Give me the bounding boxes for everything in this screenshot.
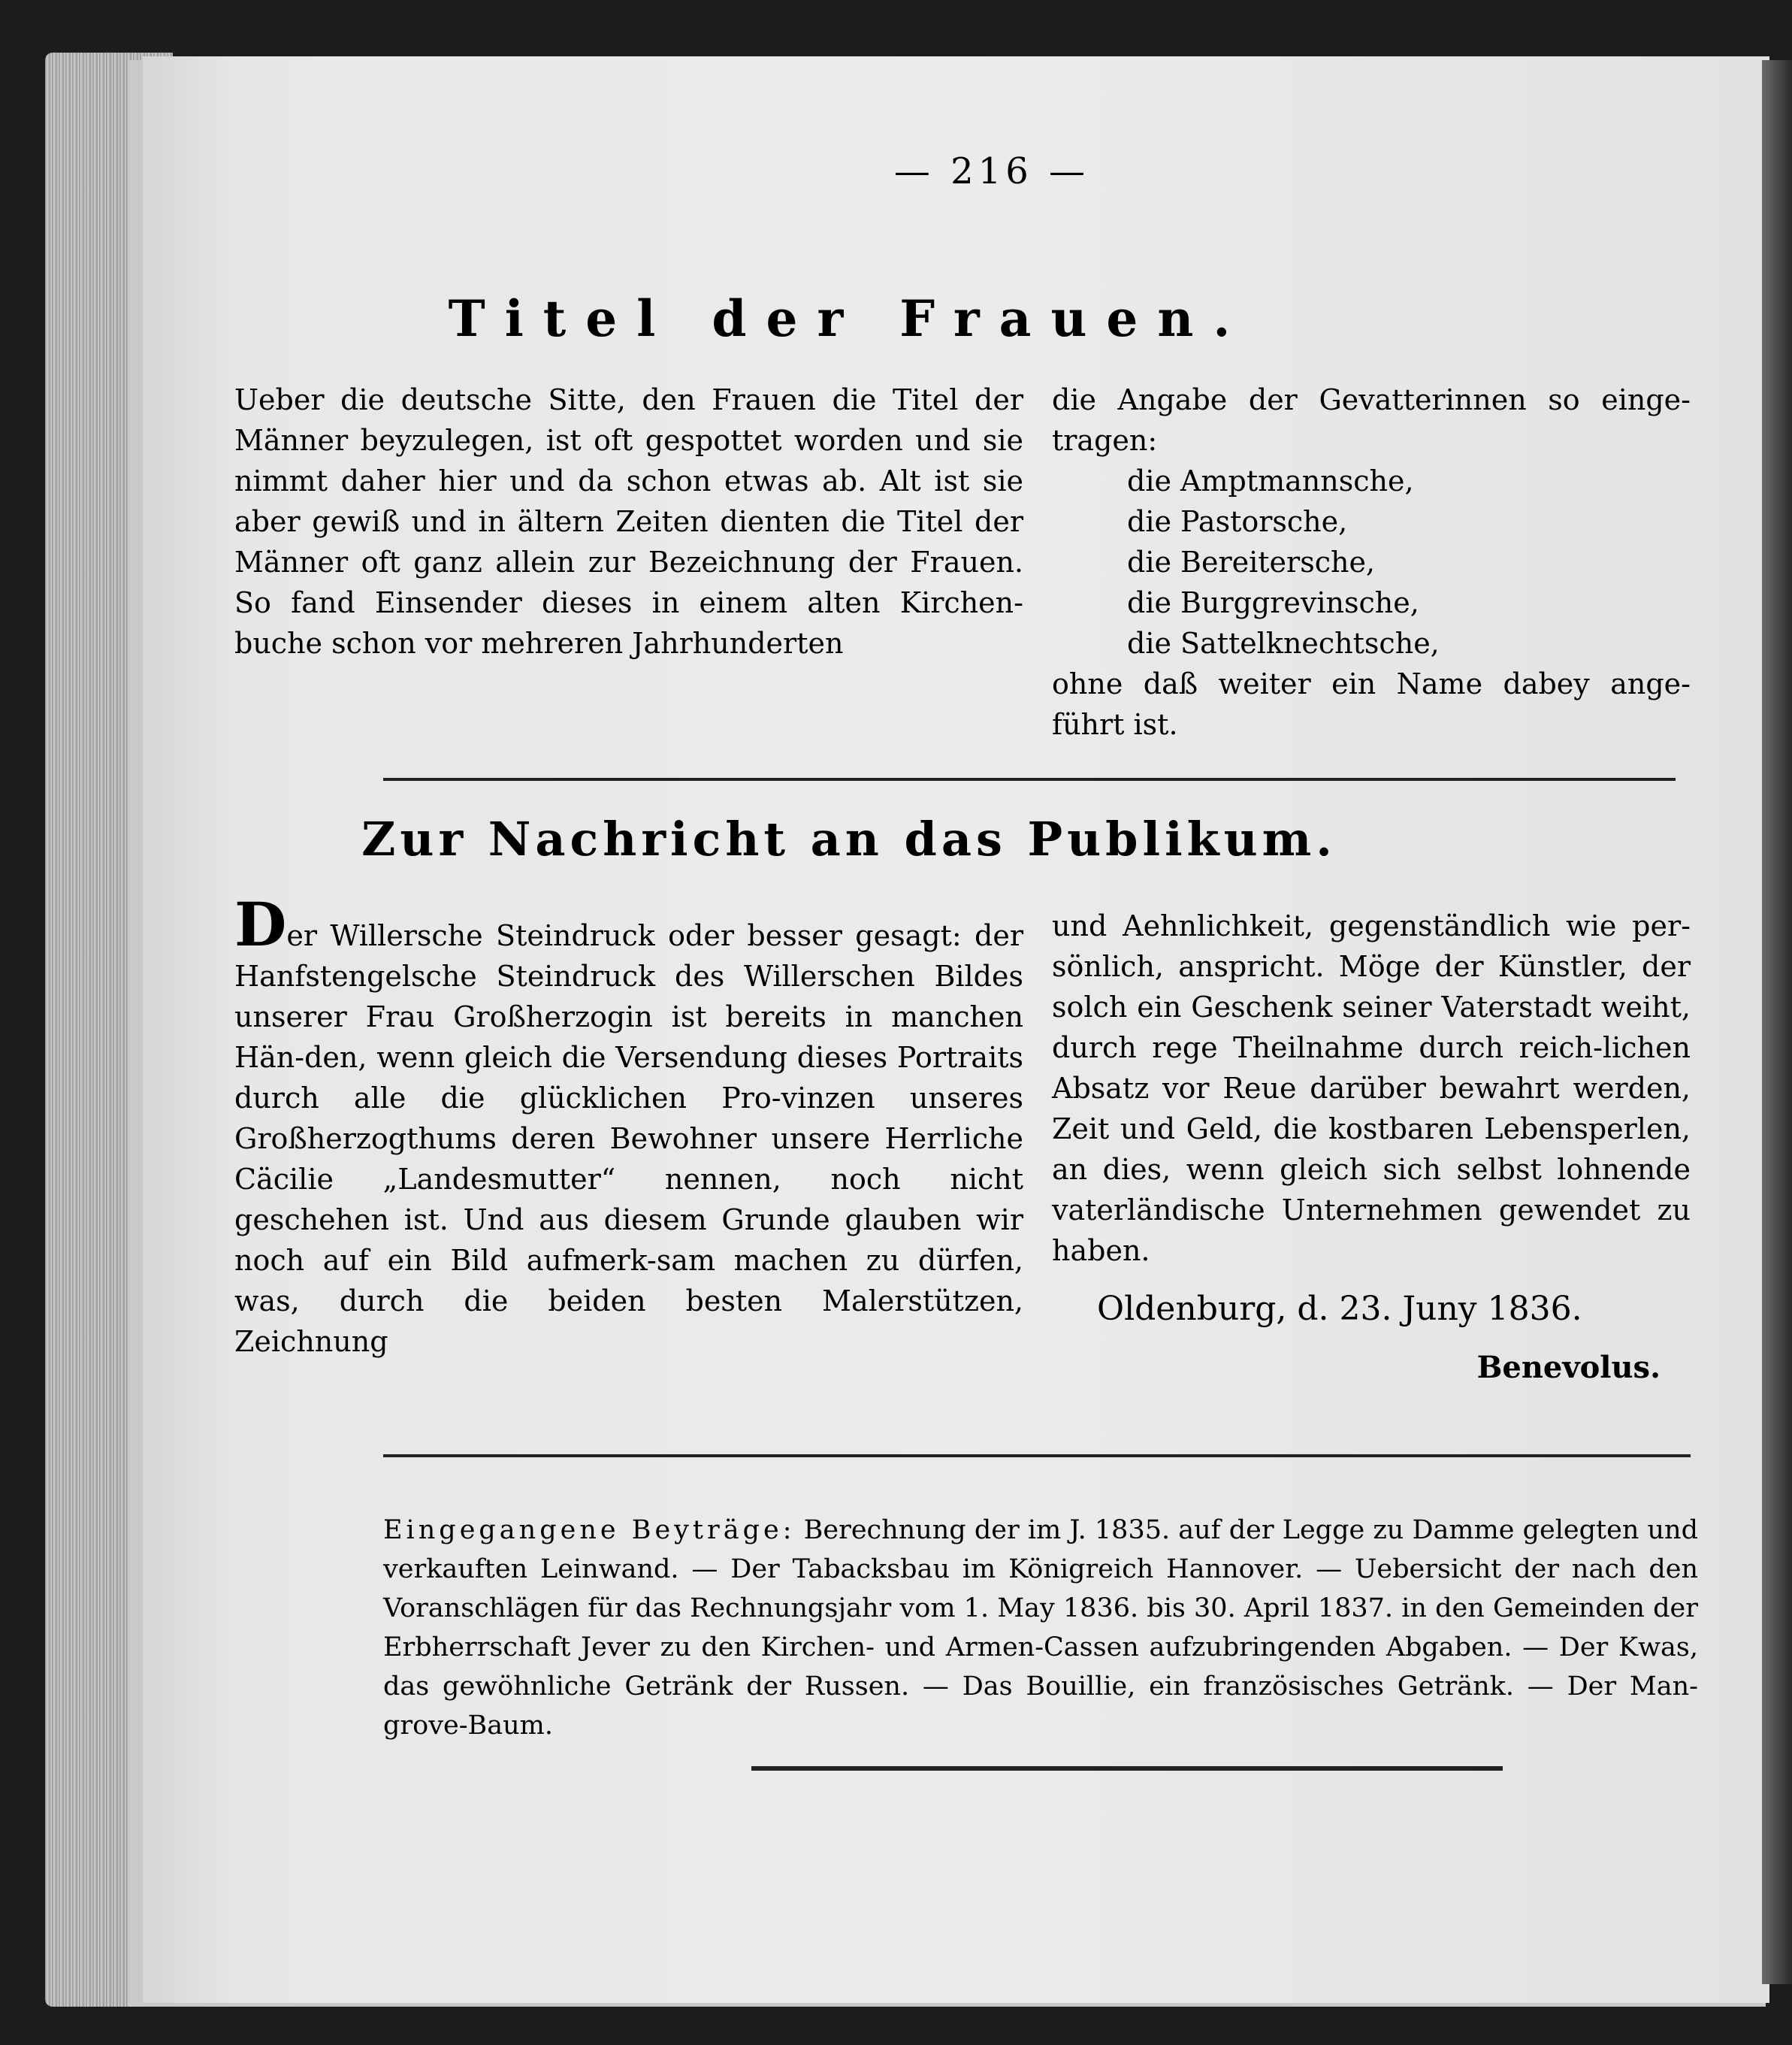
- section1-left-column: [234, 380, 1023, 664]
- facing-page-edge: [1762, 60, 1792, 1984]
- section-title-nachricht: Zur Nachricht an das Publikum.: [361, 812, 1337, 867]
- section-divider: [383, 1454, 1691, 1457]
- section-divider: [383, 778, 1676, 781]
- title-list-item: die Pastorsche,: [1127, 505, 1348, 538]
- section2-left-text: er Willersche Steindruck oder besser gesagt: der Hanfstengelsche Steindruck des Willerschen Bildes unserer Frau Großherzogin ist bereits in manchen Hän-den, wenn gleich die Versendung dieses Portraits durch alle die glücklichen Pro-vinzen unseres Großherzogthums deren Bewohner unsere Herrliche Cäcilie „Landesmutter“ nennen, noch nicht geschehen ist. Und aus diesem Grunde glauben wir noch auf ein Bild aufmerk-sam machen zu dürfen, was, durch die beiden besten Malerstützen, Zeichnung: [234, 919, 1023, 1358]
- title-list-item: die Amptmannsche,: [1127, 464, 1414, 498]
- section1-right-intro: die Angabe der Gevatterinnen so einge-tragen:: [1052, 383, 1691, 457]
- section2-right-text: und Aehnlichkeit, gegenständlich wie per-sönlich, anspricht. Möge der Künstler, der solch ein Geschenk seiner Vaterstadt weiht, durch rege Theilnahme durch reich-lichen Absatz vor Reue darüber bewahrt werden, Zeit und Geld, die kostbaren Lebensperlen, an dies, wenn gleich sich selbst lohnende vaterländische Unternehmen gewendet zu haben.: [1052, 909, 1691, 1267]
- contributions-note: [383, 1511, 1698, 1745]
- section2-right-column: [1052, 906, 1691, 1388]
- section1-left-text: Ueber die deutsche Sitte, den Frauen die Titel der Männer beyzulegen, ist oft gespottet worden und sie nimmt daher hier und da schon etwas ab. Alt ist sie aber gewiß und in ältern Zeiten dienten die Titel der Männer oft ganz allein zur Bezeichnung der Frauen. So fand Einsender dieses in einem alten Kirchen-buche schon vor mehreren Jahrhunderten: [234, 383, 1023, 660]
- closing-rule: [751, 1766, 1503, 1771]
- place-date: Oldenburg, d. 23. Juny 1836.: [1097, 1290, 1582, 1328]
- section2-left-paragraph: [234, 889, 1023, 1362]
- signature: Benevolus.: [1476, 1350, 1661, 1385]
- title-list-item: die Bereitersche,: [1127, 546, 1376, 579]
- page-number: — 216 —: [893, 150, 1090, 192]
- contributions-lead: Eingegangene Beyträge:: [383, 1515, 796, 1545]
- section2-left-column: [234, 889, 1023, 1362]
- title-list: [1052, 461, 1691, 664]
- section1-right-column: [1052, 380, 1691, 745]
- drop-cap: D: [234, 889, 287, 960]
- title-list-item: die Burggrevinsche,: [1127, 586, 1419, 619]
- section-title-titel-der-frauen: Titel der Frauen.: [448, 289, 1250, 348]
- section1-right-outro: ohne daß weiter ein Name dabey ange-führt ist.: [1052, 667, 1691, 741]
- contributions-text: Berechnung der im J. 1835. auf der Legge zu Damme gelegten und verkauften Leinwand. — Der Tabacksbau im Königreich Hannover. — Uebersicht der nach den Voranschlägen für das Rechnungsjahr vom 1. May 1836. bis 30. April 1837. in den Gemeinden der Erbherrschaft Jever zu den Kirchen- und Armen-Cassen aufzubringenden Abgaben. — Der Kwas, das gewöhnliche Getränk der Russen. — Das Bouillie, ein französisches Getränk. — Der Man-grove-Baum.: [383, 1515, 1698, 1741]
- title-list-item: die Sattelknechtsche,: [1127, 627, 1440, 660]
